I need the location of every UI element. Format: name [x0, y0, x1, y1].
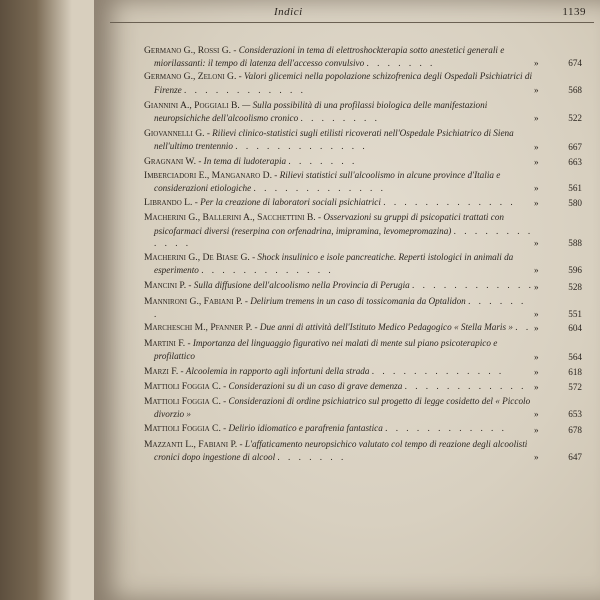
index-entry: [144, 422, 586, 435]
page-reference: [534, 281, 586, 293]
page-reference: [534, 182, 586, 194]
entry-author: Gragnani W.: [144, 155, 197, 167]
dot-leader: . . . . . . . . . . . . .: [253, 183, 386, 194]
entry-author: Martini F.: [144, 338, 186, 350]
entry-page-number: 667: [568, 141, 582, 152]
entry-author: Germano G., Rossi G.: [144, 45, 232, 56]
dot-leader: . . . . . . . . . . . . .: [235, 141, 368, 152]
entry-page-number: 604: [568, 323, 582, 334]
page-reference: [534, 408, 586, 420]
entry-title: - Rilievi statistici sull'alcoolismo in alcune province d'Italia e considerazioni etiologiche: [154, 169, 501, 194]
page-reference: [534, 84, 586, 96]
page-reference: [534, 322, 586, 334]
entry-author: Marzi F.: [144, 365, 179, 377]
page-reference: [534, 112, 586, 124]
entry-page-number: 618: [568, 366, 582, 377]
index-entry: [144, 251, 586, 276]
index-entry: [144, 321, 586, 334]
index-entry: [144, 438, 586, 463]
entry-title: — Sulla possibilità di una profilassi biologica delle manifestazioni neuropsichiche dell'alcoolismo cronico: [154, 99, 488, 124]
index-entry: [144, 196, 586, 209]
entry-author: Macherini G., Ballerini A., Sacchettini B.: [144, 212, 316, 224]
dot-leader: . . . . . . .: [277, 451, 347, 462]
entry-title: - Alcoolemia in rapporto agli infortuni della strada: [180, 365, 370, 376]
index-entry: [144, 337, 586, 362]
entry-title: - Osservazioni su gruppi di psicopatici trattati con psicofarmaci diversi (reserpina con orfenadrina, imipramina, levomepromazina): [154, 212, 505, 236]
page-reference: [534, 451, 586, 463]
index-entry: [144, 44, 586, 69]
entry-author: Giannini A., Poggiali B.: [144, 99, 240, 111]
entry-author: Mattioli Foggia C.: [144, 380, 221, 392]
dot-leader: . . . . . . . . . . . . .: [201, 265, 334, 276]
entry-text: [144, 438, 534, 463]
dot-leader: . . . . . . . . . . . . .: [371, 365, 505, 376]
entry-text: [144, 196, 534, 209]
entry-title: - Due anni di attività dell'Istituto Medico Pedagogico « Stella Maris »: [254, 322, 513, 333]
page-reference: [534, 141, 586, 153]
entry-title: - L'affaticamento neuropsichico valutato col tempo di reazione degli alcoolisti cronici dopo ingestione di alcool: [154, 438, 528, 462]
entry-page-number: 551: [568, 309, 582, 320]
entry-title: - Importanza del linguaggio figurativo nei malati di mente sul piano psicoterapico e profilattico: [154, 338, 498, 362]
entry-title: - Sulla diffusione dell'alcoolismo nella Provincia di Perugia: [188, 280, 410, 291]
entry-page-number: 588: [568, 238, 582, 249]
dot-leader: . . . . . . .: [366, 58, 436, 69]
entry-text: [144, 211, 534, 249]
page-reference: [534, 424, 586, 436]
running-header: [110, 6, 594, 23]
dot-leader: . .: [515, 322, 532, 333]
entry-text: [144, 70, 534, 95]
entry-text: [144, 279, 534, 292]
index-entry: [144, 211, 586, 249]
dot-leader: . . . . . . . . . . . .: [184, 84, 306, 95]
ditto-mark: »: [534, 424, 539, 435]
ditto-mark: »: [534, 351, 539, 362]
running-title: Indici: [274, 6, 303, 18]
entry-author: Imberciadori E., Manganaro D.: [144, 169, 272, 181]
entry-author: Mazzanti L., Fabiani P.: [144, 438, 238, 450]
ditto-mark: »: [534, 238, 539, 249]
entry-title: - Considerazioni di ordine psichiatrico sul progetto di legge cosidetto del « Piccolo divorzio »: [154, 396, 531, 420]
entry-text: [144, 321, 534, 334]
dot-leader: . . . . . . . . . . . .: [404, 380, 527, 391]
page-reference: [534, 381, 586, 393]
page-reference: [534, 366, 586, 378]
entry-page-number: 564: [568, 351, 582, 362]
ditto-mark: »: [534, 281, 539, 292]
entry-page-number: 522: [568, 113, 582, 124]
entry-text: [144, 295, 534, 320]
page-reference: [534, 156, 586, 168]
dot-leader: . . . . . . .: [288, 155, 358, 166]
entry-author: Mattioli Foggia C.: [144, 396, 221, 408]
entry-author: Mannironi G., Fabiani P.: [144, 295, 243, 307]
page-reference: [534, 351, 586, 363]
ditto-mark: »: [534, 309, 539, 320]
entry-title: - Considerazioni su di un caso di grave demenza: [223, 380, 403, 391]
ditto-mark: »: [534, 452, 539, 463]
ditto-mark: »: [534, 84, 539, 95]
entry-title: - Rilievi clinico-statistici sugli etilisti ricoverati nell'Ospedale Psichiatrico di Siena nell'ultimo trentennio: [154, 128, 514, 152]
entry-author: Mattioli Foggia C.: [144, 423, 221, 435]
ditto-mark: »: [534, 58, 539, 69]
ditto-mark: »: [534, 265, 539, 276]
entry-text: [144, 337, 534, 362]
entry-author: Macherini G., De Biase G.: [144, 252, 250, 264]
index-entries: [144, 44, 586, 464]
entry-page-number: 568: [568, 84, 582, 95]
index-entry: [144, 99, 586, 124]
entry-text: [144, 251, 534, 276]
index-entry: [144, 365, 586, 378]
index-entry: [144, 295, 586, 320]
entry-page-number: 674: [568, 58, 582, 69]
ditto-mark: »: [534, 366, 539, 377]
entry-page-number: 572: [568, 382, 582, 393]
index-entry: [144, 380, 586, 393]
entry-text: [144, 395, 534, 420]
page-reference: [534, 264, 586, 276]
entry-page-number: 647: [568, 452, 582, 463]
entry-title: - Shock insulinico e isole pancreatiche. Reperti istologici in animali da esperimento: [154, 252, 514, 276]
ditto-mark: »: [534, 409, 539, 420]
dot-leader: . . . . . . . . . . . .: [385, 423, 507, 434]
page-reference: [534, 57, 586, 69]
page-number: 1139: [562, 6, 586, 18]
dot-leader: . . . . . . . . . . . .: [154, 225, 534, 248]
entry-page-number: 528: [568, 281, 582, 292]
entry-text: [144, 127, 534, 152]
ditto-mark: »: [534, 323, 539, 334]
ditto-mark: »: [534, 156, 539, 167]
entry-page-number: 653: [568, 409, 582, 420]
page-reference: [534, 237, 586, 249]
dot-leader: . . . . . . .: [154, 295, 527, 319]
page-reference: [534, 197, 586, 209]
entry-page-number: 596: [568, 265, 582, 276]
ditto-mark: »: [534, 198, 539, 209]
ditto-mark: »: [534, 183, 539, 194]
entry-page-number: 663: [568, 156, 582, 167]
dot-leader: . . . . . . . . . . . .: [412, 280, 534, 291]
entry-title: - Per la creazione di laboratori sociali psichiatrici: [194, 197, 381, 208]
index-entry: [144, 70, 586, 95]
entry-text: [144, 99, 534, 124]
index-entry: [144, 155, 586, 168]
entry-title: - Considerazioni in tema di elettroshockterapia sotto anestetici generali e miorilassanti: il tempo di latenza dell'accesso convulsivo: [154, 45, 505, 69]
entry-author: Giovannelli G.: [144, 128, 205, 140]
entry-page-number: 580: [568, 198, 582, 209]
entry-text: [144, 422, 534, 435]
dot-leader: . . . . . . . . . . . . .: [383, 197, 516, 208]
entry-author: Marcheschi M., Pfanner P.: [144, 322, 253, 334]
entry-text: [144, 44, 534, 69]
dot-leader: . . . . . . . .: [300, 113, 380, 124]
ditto-mark: »: [534, 141, 539, 152]
index-entry: [144, 279, 586, 292]
entry-title: - Delirio idiomatico e parafrenia fantastica: [223, 423, 383, 434]
entry-title: - Delirium tremens in un caso di tossicomania da Optalidon: [244, 295, 466, 306]
entry-author: Germano G., Zeloni G.: [144, 71, 237, 83]
book-page: [94, 0, 600, 600]
ditto-mark: »: [534, 113, 539, 124]
entry-page-number: 561: [568, 183, 582, 194]
page-reference: [534, 308, 586, 320]
entry-title: - Valori glicemici nella popolazione schizofrenica degli Ospedali Psichiatrici di Firenze: [154, 71, 533, 95]
ditto-mark: »: [534, 382, 539, 393]
entry-title: - In tema di ludoterapia: [198, 155, 287, 166]
entry-text: [144, 155, 534, 168]
entry-page-number: 678: [568, 424, 582, 435]
index-entry: [144, 127, 586, 152]
entry-text: [144, 380, 534, 393]
entry-author: Mancini P.: [144, 280, 187, 292]
index-entry: [144, 169, 586, 194]
entry-text: [144, 365, 534, 378]
entry-text: [144, 169, 534, 194]
index-entry: [144, 395, 586, 420]
entry-author: Librando L.: [144, 197, 193, 209]
